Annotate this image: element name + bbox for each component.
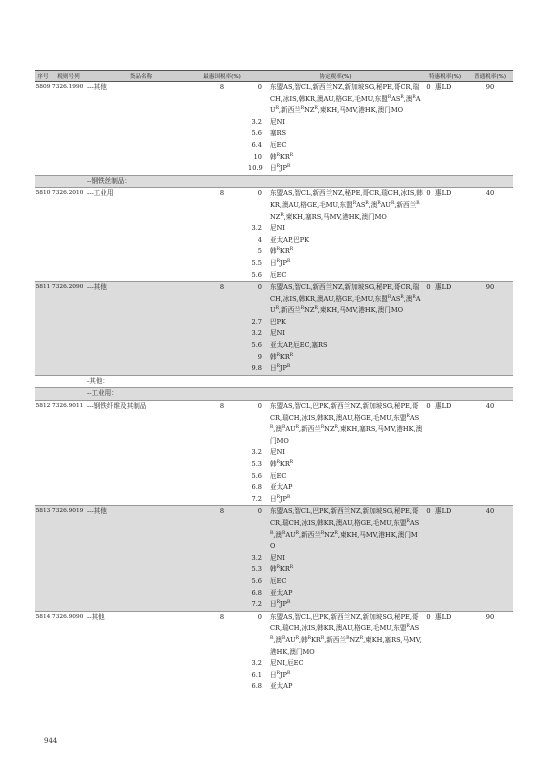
goods-name: ---其他 — [86, 506, 196, 611]
agreement-rate: 5.3 — [248, 564, 266, 576]
header-name: 货品名称 — [86, 71, 196, 82]
special-rate: 0 — [423, 82, 434, 176]
page-number: 944 — [44, 737, 58, 745]
seq-number: 5811 — [35, 282, 51, 376]
general-rate: 40 — [467, 401, 513, 506]
seq-number: 5814 — [35, 611, 51, 693]
agreement-countries: 日$^RJP^R$ — [270, 494, 291, 503]
tariff-code: 7326.9011 — [51, 401, 86, 506]
empty-cell — [467, 375, 513, 388]
agreement-countries: 韩$^RKR^R$ — [270, 247, 294, 256]
special-countries: 惠LD — [434, 401, 467, 506]
agreement-rate: 6.8 — [251, 483, 262, 492]
special-countries: 惠LD — [434, 611, 467, 693]
goods-name: ---其他 — [86, 82, 196, 176]
agreement-rate: 0 — [248, 506, 266, 553]
table-row — [35, 611, 513, 658]
goods-name: ---工业用 — [86, 188, 196, 282]
empty-cell — [423, 375, 434, 388]
tariff-code: 7326.1990 — [51, 82, 86, 176]
special-rate: 0 — [423, 282, 434, 376]
goods-name: --其他 — [86, 611, 196, 693]
agreement-countries: 厄EC — [270, 270, 287, 279]
table-row — [35, 188, 513, 223]
agreement-rate: 3.2 — [251, 448, 262, 457]
agreement-rate: 5.6 — [251, 129, 262, 138]
tariff-code: 7326.2010 — [51, 188, 86, 282]
agreement-countries: 韩$^RKR^R$ — [270, 459, 294, 468]
seq-number: 5812 — [35, 401, 51, 506]
agreement-rate: 3.2 — [248, 328, 266, 340]
agreement-rate: 5.5 — [251, 258, 262, 267]
heading-row — [35, 175, 513, 188]
agreement-rate: 0 — [248, 401, 266, 448]
general-rate: 40 — [467, 188, 513, 282]
seq-number: 5810 — [35, 188, 51, 282]
empty-cell — [423, 175, 434, 188]
heading-label: --工业用： — [86, 388, 196, 401]
agreement-countries: 尼NI — [266, 553, 423, 565]
header-code: 税则号列 — [51, 71, 86, 82]
agreement-rate: 6.8 — [251, 682, 262, 691]
mfn-rate: 8 — [196, 82, 248, 176]
agreement-countries: 东盟AS,智CL,巴PK,新西兰NZ,新加坡SG,秘PE,哥CR,瑞CH,冰IS,韩KR,澳AU,格GE,毛MU,东盟$^RAS^R$,澳$^RAU^R$,韩$^RKR^R$,新西兰$^RNZ^R$,柬KH,塞RS,马MV,港HK,澳门MO — [266, 611, 423, 658]
seq-cell-empty — [35, 388, 51, 401]
table-row — [35, 82, 513, 117]
mfn-rate: 8 — [196, 188, 248, 282]
special-countries: 惠LD — [434, 188, 467, 282]
agreement-countries: 韩$^RKR^R$ — [266, 564, 423, 576]
general-rate: 90 — [467, 282, 513, 376]
table-row — [35, 282, 513, 317]
agreement-rate: 7.2 — [251, 494, 262, 503]
goods-name: ---其他 — [86, 282, 196, 376]
agreement-countries: 亚太AP,厄EC,塞RS — [266, 340, 423, 352]
empty-cell — [467, 175, 513, 188]
special-countries: 惠LD — [434, 282, 467, 376]
agreement-countries: 尼NI — [270, 448, 285, 457]
heading-label: --钢铁丝制品： — [86, 175, 196, 188]
agreement-rate: 0 — [248, 188, 266, 223]
agreement-rate: 7.2 — [248, 599, 266, 611]
agreement-countries: 亚太AP — [270, 483, 293, 492]
agreement-rate: 0 — [248, 82, 266, 117]
agreement-countries: 亚太AP — [270, 682, 293, 691]
agreement-countries: 尼NI — [266, 328, 423, 340]
agreement-countries: 日$^RJP^R$ — [266, 363, 423, 375]
heading-row — [35, 375, 513, 388]
agreement-rate: 5.3 — [251, 460, 262, 468]
empty-cell — [266, 388, 423, 401]
agreement-countries: 亚太AP — [266, 588, 423, 600]
general-rate: 40 — [467, 506, 513, 611]
special-rate: 0 — [423, 188, 434, 282]
agreement-rate: 4 — [257, 235, 262, 244]
agreement-rate: 3.2 — [248, 553, 266, 565]
tariff-code: 7326.2090 — [51, 282, 86, 376]
table-header-row — [35, 71, 513, 82]
agreement-countries: 日$^RJP^R$ — [266, 599, 423, 611]
agreement-rate: 5.6 — [251, 270, 262, 279]
agreement-rate: 3.2 — [251, 224, 262, 233]
agreement-countries: 尼NI — [270, 224, 285, 233]
empty-cell — [196, 388, 248, 401]
empty-cell — [196, 375, 248, 388]
agreement-countries: 尼NI,厄EC — [270, 659, 304, 668]
general-rate: 90 — [467, 82, 513, 176]
special-rate: 0 — [423, 611, 434, 693]
agreement-countries: 日$^RJP^R$ — [270, 163, 291, 173]
empty-cell — [248, 388, 266, 401]
tariff-table — [35, 70, 513, 693]
special-countries: 惠LD — [434, 82, 467, 176]
seq-number: 5813 — [35, 506, 51, 611]
empty-cell — [266, 375, 423, 388]
agreement-rate: 10 — [253, 152, 262, 161]
special-rate: 0 — [423, 506, 434, 611]
code-cell-empty — [51, 375, 86, 388]
seq-cell-empty — [35, 175, 51, 188]
agreement-rate: 5.6 — [251, 471, 262, 480]
tariff-code: 7326.9019 — [51, 506, 86, 611]
header-general: 普通税率(%) — [467, 71, 513, 82]
agreement-countries: 日$^RJP^R$ — [270, 258, 291, 267]
agreement-rate: 6.4 — [251, 140, 262, 149]
special-rate: 0 — [423, 401, 434, 506]
agreement-rate: 9.8 — [248, 363, 266, 375]
agreement-countries: 东盟AS,智CL,巴PK,新西兰NZ,新加坡SG,秘PE,哥CR,瑞CH,冰IS,韩KR,澳AU,格GE,毛MU,东盟$^RAS^R$,澳$^RAU^R$,新西兰$^RNZ^R$,柬KH,马MV,港HK,澳门MO — [266, 506, 423, 553]
seq-cell-empty — [35, 375, 51, 388]
special-countries: 惠LD — [434, 506, 467, 611]
agreement-countries: 日$^RJP^R$ — [270, 670, 291, 679]
agreement-countries: 东盟AS,智CL,新西兰NZ,秘PE,哥CR,瑞CH,冰IS,韩KR,澳AU,格GE,毛MU,东盟$^RAS^R$,澳$^RAU^R$,新西兰$^RNZ^R$,柬KH,塞RS,马MV,港HK,澳门MO — [266, 188, 423, 223]
empty-cell — [196, 175, 248, 188]
mfn-rate: 8 — [196, 506, 248, 611]
empty-cell — [434, 375, 467, 388]
agreement-countries: 巴PK — [266, 317, 423, 329]
table-row — [35, 506, 513, 553]
agreement-countries: 东盟AS,智CL,新西兰NZ,新加坡SG,秘PE,哥CR,瑞CH,冰IS,韩KR,澳AU,格GE,毛MU,东盟$^RAS^R$,澳$^RAU^R$,新西兰$^RNZ^R$,柬KH,马MV,港HK,澳门MO — [266, 282, 423, 317]
agreement-rate: 6.1 — [251, 670, 262, 679]
mfn-rate: 8 — [196, 611, 248, 693]
empty-cell — [467, 388, 513, 401]
seq-number: 5809 — [35, 82, 51, 176]
code-cell-empty — [51, 175, 86, 188]
agreement-countries: 尼NI — [270, 117, 285, 126]
agreement-countries: 东盟AS,智CL,新西兰NZ,新加坡SG,秘PE,哥CR,瑞CH,冰IS,韩KR,澳AU,格GE,毛MU,东盟$^RAS^R$,澳$^RAU^R$,新西兰$^RNZ^R$,柬KH,马MV,港HK,澳门MO — [266, 82, 423, 117]
agreement-rate: 0 — [248, 282, 266, 317]
agreement-rate: 9 — [248, 352, 266, 364]
agreement-countries: 东盟AS,智CL,巴PK,新西兰NZ,新加坡SG,秘PE,哥CR,瑞CH,冰IS,韩KR,澳AU,格GE,毛MU,东盟$^RAS^R$,澳$^RAU^R$,新西兰$^RNZ^R$,柬KH,塞RS,马MV,港HK,澳门MO — [266, 401, 423, 448]
agreement-rate: 10.9 — [248, 164, 263, 173]
agreement-countries: 厄EC — [266, 576, 423, 588]
agreement-rate: 3.2 — [251, 659, 262, 668]
agreement-rate: 2.7 — [248, 317, 266, 329]
agreement-countries: 厄EC — [270, 140, 287, 149]
mfn-rate: 8 — [196, 401, 248, 506]
agreement-countries: 韩$^RKR^R$ — [270, 152, 294, 161]
agreement-countries: 韩$^RKR^R$ — [266, 352, 423, 364]
agreement-countries: 厄EC — [270, 471, 287, 480]
agreement-countries: 塞RS — [270, 129, 287, 138]
header-agreement: 协定税率(%) — [248, 71, 423, 82]
tariff-page — [35, 70, 513, 693]
header-mfn: 最惠国税率(%) — [196, 71, 248, 82]
heading-row — [35, 388, 513, 401]
mfn-rate: 8 — [196, 282, 248, 376]
agreement-rate: 5 — [257, 247, 262, 256]
agreement-rate: 5.6 — [248, 576, 266, 588]
agreement-rate: 6.8 — [248, 588, 266, 600]
heading-label: -其他： — [86, 375, 196, 388]
table-row — [35, 401, 513, 448]
empty-cell — [248, 375, 266, 388]
tariff-code: 7326.9090 — [51, 611, 86, 693]
empty-cell — [423, 388, 434, 401]
table-body — [35, 82, 513, 693]
empty-cell — [434, 388, 467, 401]
header-special: 特惠税率(%) — [423, 71, 467, 82]
empty-cell — [434, 175, 467, 188]
code-cell-empty — [51, 388, 86, 401]
agreement-countries: 亚太AP,巴PK — [270, 235, 310, 244]
goods-name: ---钢铁纤维及其制品 — [86, 401, 196, 506]
empty-cell — [266, 175, 423, 188]
general-rate: 90 — [467, 611, 513, 693]
agreement-rate: 0 — [248, 611, 266, 658]
empty-cell — [248, 175, 266, 188]
agreement-rate: 5.6 — [248, 340, 266, 352]
header-seq: 序号 — [35, 71, 51, 82]
agreement-rate: 3.2 — [251, 117, 262, 126]
